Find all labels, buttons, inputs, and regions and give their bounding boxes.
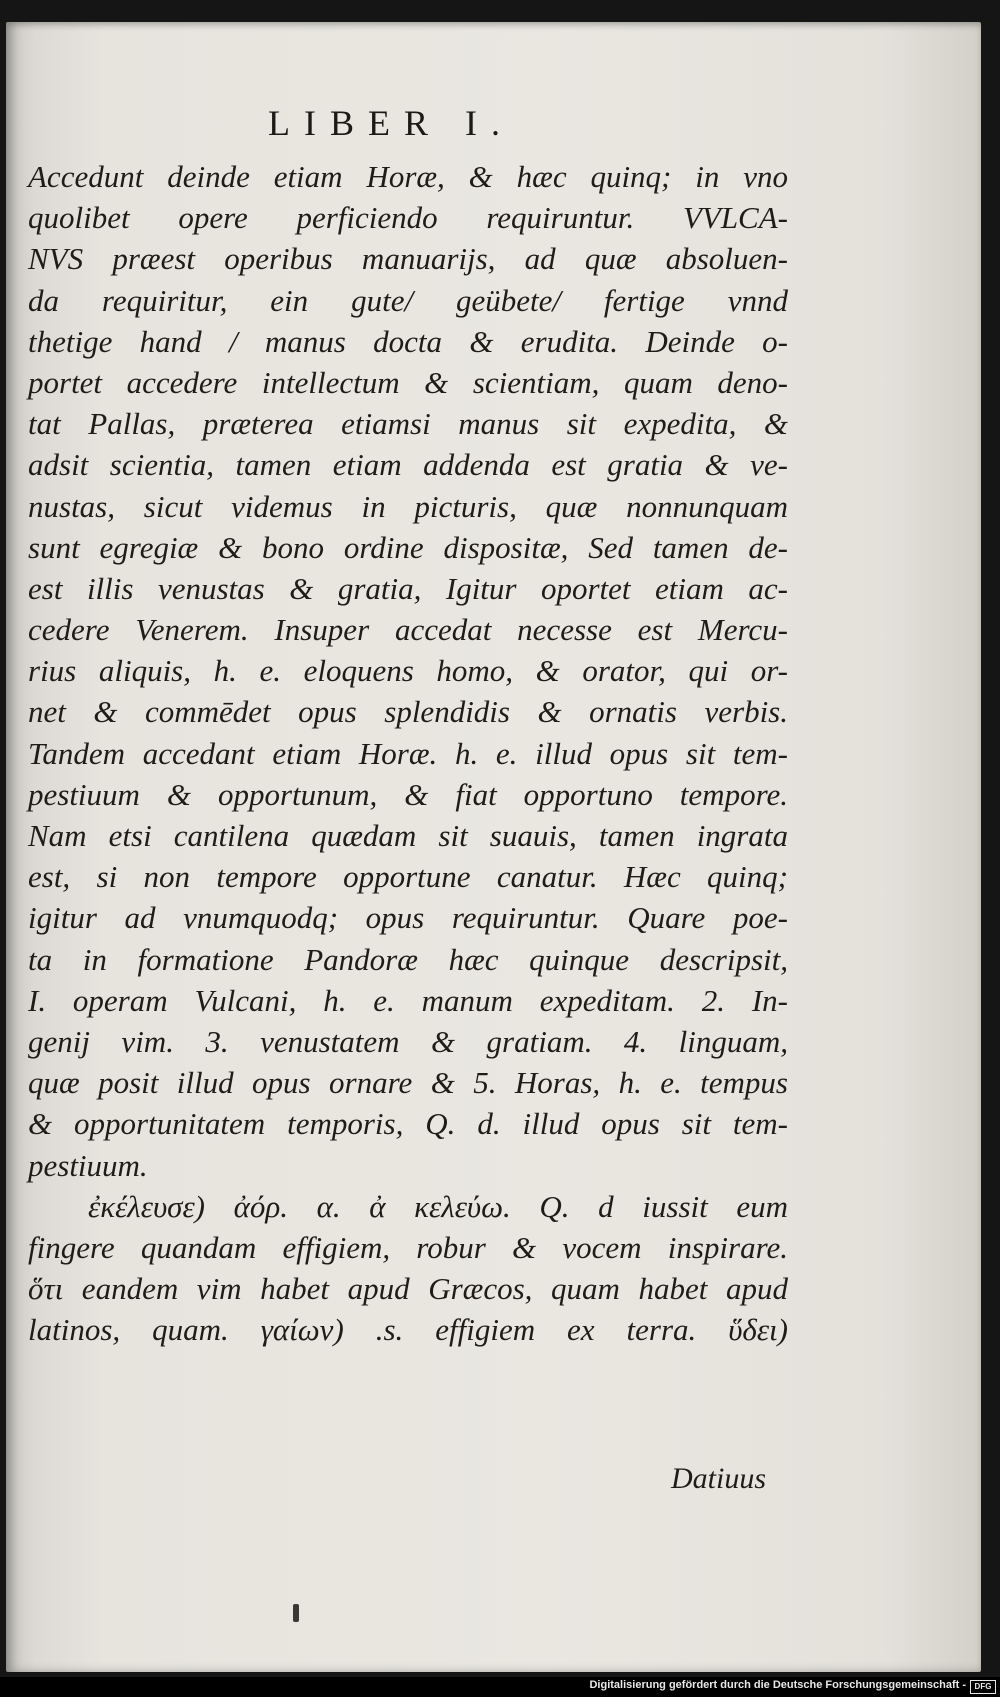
text-line: cedere Venerem. Insuper accedat necesse est Mercu- [28,612,788,648]
text-line: thetige hand / manus docta & erudita. Deinde o- [28,323,788,359]
text-line: ta in formatione Pandoræ hæc quinque descripsit, [28,941,788,977]
catchword: Datiuus [670,1462,766,1495]
text-line: latinos, quam. γαίων) .s. effigiem ex terra. ὕδει) [28,1312,788,1348]
text-line: fingere quandam effigiem, robur & vocem inspirare. [28,1229,788,1265]
text-line: Accedunt deinde etiam Horæ, & hæc quinq; in vno [28,159,788,194]
text-line: rius aliquis, h. e. eloquens homo, & orator, qui or- [28,653,788,689]
text-line: adsit scientia, tamen etiam addenda est gratia & ve- [28,447,788,483]
text-line: est illis venustas & gratia, Igitur oportet etiam ac- [28,570,788,606]
text-line: igitur ad vnumquodq; opus requiruntur. Quare poe- [28,900,788,936]
text-line: pestiuum. [28,1147,148,1183]
dfg-logo-icon: DFG [970,1680,996,1694]
text-line: I. operam Vulcani, h. e. manum expeditam. 2. In- [28,982,788,1018]
text-line: genij vim. 3. venustatem & gratiam. 4. linguam, [28,1023,788,1059]
text-line: ὅτι eandem vim habet apud Græcos, quam habet apud [28,1271,788,1307]
text-line: net & commēdet opus splendidis & ornatis verbis. [28,694,788,730]
body-text [28,156,788,1350]
text-line: nustas, sicut videmus in picturis, quæ nonnunquam [28,488,788,524]
text-line: Nam etsi cantilena quædam sit suauis, tamen ingrata [28,818,788,853]
text-line: portet accedere intellectum & scientiam, quam deno- [28,364,788,400]
text-line: sunt egregiæ & bono ordine dispositæ, Sed tamen de- [28,529,788,565]
funding-credit: Digitalisierung gefördert durch die Deutsche Forschungsgemeinschaft - [589,1679,966,1691]
text-line: da requiritur, ein gute/ geübete/ fertige vnnd [28,282,788,318]
text-line: ἐκέλευσε) ἀόρ. α. ἀ κελεύω. Q. d iussit eum [88,1188,788,1224]
text-line: quolibet opere perficiendo requiruntur. VVLCA- [28,200,788,236]
page-mark [293,1604,299,1622]
book-page [6,22,981,1672]
text-line: est, si non tempore opportune canatur. Hæc quinq; [28,859,788,895]
text-line: Tandem accedant etiam Horæ. h. e. illud opus sit tem- [28,735,788,771]
running-head: LIBER I. [268,103,514,143]
text-line: NVS præest operibus manuarijs, ad quæ absoluen- [28,241,788,277]
text-line: quæ posit illud opus ornare & 5. Horas, h. e. tempus [28,1065,788,1101]
text-line: tat Pallas, præterea etiamsi manus sit expedita, & [28,406,788,442]
text-line: & opportunitatem temporis, Q. d. illud opus sit tem- [28,1106,788,1142]
text-line: pestiuum & opportunum, & fiat opportuno tempore. [28,776,788,812]
